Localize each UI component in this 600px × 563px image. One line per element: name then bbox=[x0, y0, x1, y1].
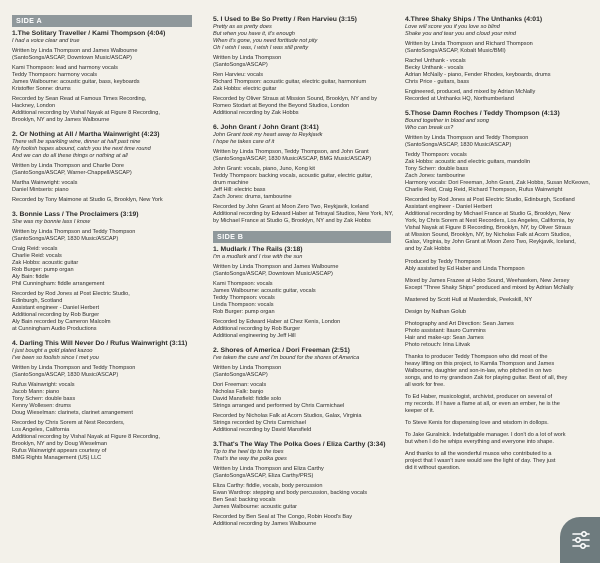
credit-block bbox=[12, 382, 192, 417]
credit-line: Written by Linda Thompson, Teddy Thompson, and John Grant bbox=[213, 149, 369, 155]
credit-line: Craig Reid: vocals bbox=[12, 246, 58, 252]
credit-line: Phil Cunningham: fiddle arrangement bbox=[12, 281, 105, 287]
credit-line: Doug Wieselman: clarinets, clarinet arrangement bbox=[12, 410, 133, 416]
credit-line: Recorded by Chris Sorem at Nest Recorders, bbox=[12, 420, 125, 426]
credit-line: Written by Linda Thompson and Richard Thompson bbox=[405, 41, 533, 47]
credit-line: Recorded by John Grant at Moon Zero Two, Reykjavik, Iceland bbox=[213, 204, 369, 210]
credit-line: Hair and make-up: Sean James bbox=[405, 335, 484, 341]
credit-block bbox=[213, 96, 391, 117]
credit-line: Teddy Thompson: backing vocals, acoustic guitar, electric guitar, bbox=[213, 173, 373, 179]
credit-line: To Jake Guralnick. Indefatigable manager. I don't do a lot of work bbox=[405, 432, 566, 438]
lyric-line: And we can do all these things or nothing at all bbox=[12, 153, 128, 159]
credit-line: Additional engineering by Jeff Hill bbox=[213, 333, 296, 339]
credit-line: Aly Bain recorded by Cameron Malcolm bbox=[12, 319, 111, 325]
lyric-line: That's the way the polka goes bbox=[213, 456, 287, 462]
credit-block bbox=[12, 96, 192, 124]
credit-line: project that I wasn't sure would see the light of day. They just bbox=[405, 458, 556, 464]
credit-line: Ren Harvieu: vocals bbox=[213, 72, 264, 78]
credit-line: James Walbourne: acoustic guitar, bass, keyboards bbox=[12, 79, 140, 85]
credit-block bbox=[213, 264, 391, 278]
credit-line: (SantoSongs/ASCAP, 1830 Music/ASCAP) bbox=[12, 236, 119, 242]
lyric-excerpt bbox=[12, 139, 192, 160]
credit-block bbox=[405, 197, 595, 253]
credit-line: Edinburgh, Scotland bbox=[12, 298, 63, 304]
credit-line: Written by Linda Thompson bbox=[213, 55, 282, 61]
credit-line: Thanks to producer Teddy Thompson who did most of the bbox=[405, 354, 548, 360]
credit-line: Recorded by Edward Haber at Chez Kenis, London bbox=[213, 319, 341, 325]
lyric-line: I hope he takes care of it bbox=[213, 139, 275, 145]
credit-line: Kristoffer Sonne: drums bbox=[12, 86, 71, 92]
lyric-excerpt bbox=[213, 24, 391, 52]
credit-line: Rufus Wainwright: vocals bbox=[12, 382, 75, 388]
track-entry bbox=[213, 346, 391, 434]
credit-paragraph bbox=[405, 259, 595, 273]
credit-line: Additional recording by Rob Burger bbox=[213, 326, 301, 332]
credit-block bbox=[12, 291, 192, 333]
credit-line: Zach Jones: tambourine bbox=[405, 173, 466, 179]
credit-block bbox=[12, 180, 192, 194]
credit-block bbox=[405, 41, 595, 55]
credit-line: (SantoSongs/ASCAP) bbox=[213, 62, 268, 68]
credit-line: Rachel Unthank - vocals bbox=[405, 58, 466, 64]
credit-line: Romeo Stodart at Beyond the Beyond Studios, London bbox=[213, 103, 350, 109]
credit-line: Nicholas Falk: banjo bbox=[213, 389, 264, 395]
lyric-excerpt bbox=[405, 118, 595, 132]
credit-line: Mixed by James Frazee at Hobo Sound, Weehawken, New Jersey bbox=[405, 278, 570, 284]
credit-line: Teddy Thompson: vocals bbox=[213, 295, 275, 301]
settings-button[interactable] bbox=[560, 517, 600, 563]
lyric-line: There will be sparkling wine, dinner at half past nine bbox=[12, 139, 141, 145]
credit-line: Ewan Wardrop: stepping and body percussion, backing vocals bbox=[213, 490, 368, 496]
track-title: 5.Those Damn Roches / Teddy Thompson (4:13) bbox=[405, 110, 560, 117]
credit-line: Written by Linda Thompson and Charlie Dore bbox=[12, 163, 125, 169]
credit-line: Vishal Nayak at Figure 8 Recording, Brooklyn, NY, by Oliver Straus bbox=[405, 225, 571, 231]
track-title: 5. I Used to Be So Pretty / Ren Harvieu (3:15) bbox=[213, 16, 357, 23]
credit-block bbox=[12, 197, 192, 204]
credit-line: Recorded by Nicholas Falk at Acorn Studios, Galax, Virginia bbox=[213, 413, 362, 419]
credit-line: Rob Burger: pump organ bbox=[12, 267, 74, 273]
credit-line: Recorded by Tony Maimone at Studio G, Brooklyn, New York bbox=[12, 197, 163, 203]
lyric-excerpt bbox=[213, 449, 391, 463]
credit-line: Tony Scherr: double bass bbox=[12, 396, 76, 402]
credit-line: Additional recording by Zak Hobbs bbox=[213, 110, 299, 116]
credit-line: Richard Thompson: acoustic guitar, electric guitar, harmonium bbox=[213, 79, 367, 85]
credit-block bbox=[213, 514, 391, 528]
credit-line: Strings recorded by Chris Carmichael bbox=[213, 420, 306, 426]
track-title: 2. Or Nothing at All / Martha Wainwright (4:23) bbox=[12, 131, 160, 138]
lyric-line: Tip to the heel tip to the toes bbox=[213, 449, 284, 455]
credit-line: Daniel Mintseris: piano bbox=[12, 187, 69, 193]
credit-block bbox=[12, 229, 192, 243]
credit-block bbox=[213, 149, 391, 163]
credit-line: Written by Linda Thompson and James Walbourne bbox=[12, 48, 138, 54]
credit-line: Chris Price - guitars, bass bbox=[405, 79, 470, 85]
credit-line: Written by Linda Thompson and Teddy Thompson bbox=[12, 365, 136, 371]
credit-line: Charlie Reid, Craig Reid, Richard Thompson, Rufus Wainwright bbox=[405, 187, 563, 193]
lyric-line: My foolish hopes abound, catch you the next time round bbox=[12, 146, 151, 152]
lyric-line: I just bought a gold plated kazoo bbox=[12, 348, 93, 354]
track-entry bbox=[213, 15, 391, 117]
credit-line: Mastered by Scott Hull at Masterdisk, Peekskill, NY bbox=[405, 297, 533, 303]
side-label: SIDE B bbox=[213, 231, 391, 243]
credit-line: by Michael France at Studio G, Brooklyn, NY and by Zak Hobbs bbox=[213, 218, 371, 224]
credit-block bbox=[12, 48, 192, 62]
credit-paragraph bbox=[405, 420, 595, 427]
credits-notes bbox=[405, 259, 595, 472]
credit-line: Zak Hobbs: electric guitar bbox=[213, 86, 277, 92]
credit-paragraph bbox=[405, 451, 595, 472]
credit-line: Recorded by Oliver Straus at Mission Sound, Brooklyn, NY and by bbox=[213, 96, 378, 102]
credit-line: Kenny Wollesen: drums bbox=[12, 403, 71, 409]
credit-block bbox=[12, 420, 192, 462]
lyric-excerpt bbox=[12, 219, 192, 226]
credit-line: Becky Unthank - vocals bbox=[405, 65, 464, 71]
track-title: 6. John Grant / John Grant (3:41) bbox=[213, 124, 319, 131]
lyric-excerpt bbox=[213, 355, 391, 362]
lyric-line: But when you have it, it's enough bbox=[213, 31, 295, 37]
column-2 bbox=[213, 15, 394, 534]
credit-line: James Walbourne: acoustic guitar, vocals bbox=[213, 288, 316, 294]
credit-paragraph bbox=[405, 309, 595, 316]
credit-block bbox=[213, 204, 394, 225]
credit-block bbox=[12, 246, 192, 288]
credit-paragraph bbox=[405, 321, 595, 349]
credit-line: Los Angeles, California bbox=[12, 427, 70, 433]
track-entry bbox=[12, 29, 192, 124]
credit-line: Additional recording by Rob Burger bbox=[12, 312, 100, 318]
column-3 bbox=[405, 15, 595, 478]
credit-block bbox=[213, 166, 391, 201]
credit-line: Additional recording by Vishal Nayak at Figure 8 Recording, bbox=[12, 434, 160, 440]
credit-line: and by Zak Hobbs bbox=[405, 246, 451, 252]
credit-line: Written by Linda Thompson and Teddy Thompson bbox=[12, 229, 136, 235]
credit-block bbox=[213, 365, 391, 379]
credit-block bbox=[213, 55, 391, 69]
credit-line: Zach Jones: drums, tambourine bbox=[213, 194, 292, 200]
lyric-line: Pretty as as pretty does bbox=[213, 24, 272, 30]
credit-line: York, by Chris Sorem at Nest Recorders, Los Angeles, California, by bbox=[405, 218, 574, 224]
credit-line: at Mission Sound, Brooklyn, NY, by Nicholas Falk at Acorn Studios, bbox=[405, 232, 571, 238]
credit-block bbox=[213, 281, 391, 316]
track-entry bbox=[213, 245, 391, 340]
lyric-line: Shake you and tear you and cloud your mind bbox=[405, 31, 517, 37]
credit-line: Jeff Hill: electric bass bbox=[213, 187, 266, 193]
credit-line: Brooklyn, NY and by Doug Wieselman bbox=[12, 441, 108, 447]
credit-line: Eliza Carthy: fiddle, vocals, body percussion bbox=[213, 483, 323, 489]
credit-line: Walbourne, daughter and son-in-law, who pitched in on two bbox=[405, 368, 552, 374]
credit-line: Strings arranged and performed by Chris Carmichael bbox=[213, 403, 345, 409]
lyric-line: Who can break us? bbox=[405, 125, 454, 131]
track-entry bbox=[12, 339, 192, 462]
column-1 bbox=[12, 15, 192, 468]
track-entry bbox=[405, 109, 595, 253]
lyric-excerpt bbox=[405, 24, 595, 38]
track-title: 3.That's The Way The Polka Goes / Eliza Carthy (3:34) bbox=[213, 441, 386, 448]
lyric-excerpt bbox=[213, 254, 391, 261]
credit-line: Photo retouch: Irina Litvak bbox=[405, 342, 470, 348]
credit-block bbox=[213, 382, 391, 410]
track-entry bbox=[12, 210, 192, 333]
side-label: SIDE A bbox=[12, 15, 192, 27]
credit-line: Assistant engineer - Daniel Herbert bbox=[12, 305, 100, 311]
credit-line: at Cunningham Audio Productions bbox=[12, 326, 97, 332]
credit-line: Produced by Teddy Thompson bbox=[405, 259, 481, 265]
credit-line: (SantoSongs/ASCAP, Downtown Music/ASCAP) bbox=[12, 55, 132, 61]
credit-line: Charlie Reid: vocals bbox=[12, 253, 62, 259]
credit-line: Hackney, London bbox=[12, 103, 56, 109]
track-title: 1.The Solitary Traveller / Kami Thompson (4:04) bbox=[12, 30, 166, 37]
credit-line: Teddy Thompson: harmony vocals bbox=[12, 72, 98, 78]
credit-line: drum machine bbox=[213, 180, 249, 186]
credit-line: Engineered, produced, and mixed by Adrian McNally bbox=[405, 89, 536, 95]
track-title: 1. Mudlark / The Rails (3:18) bbox=[213, 246, 303, 253]
credit-line: Galax, Virginia, by John Grant at Moon Zero Two, Reykjavik, Iceland, bbox=[405, 239, 576, 245]
credit-line: all work for free. bbox=[405, 382, 445, 388]
credit-line: Except "Three Shaky Ships" produced and mixed by Adrian McNally bbox=[405, 285, 574, 291]
lyric-line: When it's gone, you need fortitude not pity bbox=[213, 38, 318, 44]
credit-block bbox=[213, 466, 391, 480]
lyric-excerpt bbox=[213, 132, 391, 146]
credit-line: Written by Linda Thompson bbox=[213, 365, 282, 371]
credit-line: To Steve Kenis for dispensing love and wisdom in dollops. bbox=[405, 420, 549, 426]
credit-line: songs, and to my grandson Zak for playing guitar. Best of all, they bbox=[405, 375, 568, 381]
credit-line: (SantoSongs/ASCAP, 1830 Music/ASCAP) bbox=[12, 372, 119, 378]
credit-paragraph bbox=[405, 432, 595, 446]
credit-line: John Grant: vocals, piano, Juno, Kong kit bbox=[213, 166, 315, 172]
credit-line: Zak Hobbs: acoustic guitar bbox=[12, 260, 79, 266]
credit-line: (SantoSongs/ASCAP, Downtown Music/ASCAP) bbox=[213, 271, 333, 277]
credit-line: Brooklyn, NY and by James Walbourne bbox=[12, 117, 110, 123]
credit-line: Additional recording by Vishal Nayak at Figure 8 Recording, bbox=[12, 110, 160, 116]
credit-line: James Walbourne: acoustic guitar bbox=[213, 504, 298, 510]
credit-line: Recorded by Rod Jones at Post Electric Studio, bbox=[12, 291, 130, 297]
credit-block bbox=[405, 89, 595, 103]
credit-line: BMG Rights Management (US) LLC bbox=[12, 455, 102, 461]
credit-line: (SantoSongs/ASCAP, 1830 Music/ASCAP) bbox=[405, 142, 512, 148]
lyric-line: She was my bonnie lass I know bbox=[12, 219, 91, 225]
credit-line: Martha Wainwright: vocals bbox=[12, 180, 78, 186]
sliders-icon bbox=[571, 530, 591, 550]
credit-line: Adrian McNally - piano, Fender Rhodes, keyboards, drums bbox=[405, 72, 551, 78]
credit-paragraph bbox=[405, 394, 595, 415]
credit-line: Kami Thompson: vocals bbox=[213, 281, 273, 287]
credit-line: (SantoSongs/ASCAP, Kobalt Music/BMI) bbox=[405, 48, 506, 54]
lyric-line: I've been so foolish since I met you bbox=[12, 355, 99, 361]
credit-line: Written by Linda Thompson and Teddy Thompson bbox=[405, 135, 529, 141]
credit-line: (SantoSongs/ASCAP, Warner-Chappell/ASCAP) bbox=[12, 170, 132, 176]
lyric-line: I had a voice clear and true bbox=[12, 38, 80, 44]
credit-paragraph bbox=[405, 278, 595, 292]
track-title: 4. Darling This Will Never Do / Rufus Wainwright (3:11) bbox=[12, 340, 188, 347]
credit-line: Zak Hobbs: acoustic and electric guitars, mandolin bbox=[405, 159, 530, 165]
credit-paragraph bbox=[405, 297, 595, 304]
credit-line: David Mansfield: fiddle solo bbox=[213, 396, 282, 402]
lyric-line: Love will score you if you love so blind bbox=[405, 24, 500, 30]
track-title: 2. Shores of America / Dori Freeman (2:51) bbox=[213, 347, 350, 354]
credit-block bbox=[12, 163, 192, 177]
credit-block bbox=[213, 413, 391, 434]
lyric-line: Bound together in blood and song bbox=[405, 118, 489, 124]
credit-line: And thanks to all the wonderful musos who contributed to a bbox=[405, 451, 552, 457]
credit-line: Additional recording by Michael France at Studio G, Brooklyn, New bbox=[405, 211, 571, 217]
lyric-excerpt bbox=[12, 348, 192, 362]
credit-line: Ben Seal: backing vocals bbox=[213, 497, 276, 503]
credit-line: Photography and Art Direction: Sean James bbox=[405, 321, 514, 327]
track-entry bbox=[405, 15, 595, 103]
credit-block bbox=[12, 65, 192, 93]
credit-line: Written by Linda Thompson and Eliza Carthy bbox=[213, 466, 324, 472]
lyric-excerpt bbox=[12, 38, 192, 45]
credit-line: did it without question. bbox=[405, 465, 461, 471]
track-entry bbox=[213, 123, 394, 225]
credit-line: Dori Freeman: vocals bbox=[213, 382, 267, 388]
credit-line: Design by Nathan Golub bbox=[405, 309, 466, 315]
credit-line: but when I do he whips everything and everyone into shape. bbox=[405, 439, 554, 445]
credit-line: Teddy Thompson: vocals bbox=[405, 152, 467, 158]
credit-block bbox=[405, 152, 595, 194]
credit-line: Recorded by Rod Jones at Post Electric Studio, Edinburgh, Scotland bbox=[405, 197, 575, 203]
credit-line: Linda Thompson: vocals bbox=[213, 302, 274, 308]
credit-block bbox=[12, 365, 192, 379]
credit-line: (SantoSongs/ASCAP, 1830 Music/ASCAP, BMG Music/ASCAP) bbox=[213, 156, 372, 162]
lyric-line: John Grant took my heart away to Reykjavik bbox=[213, 132, 323, 138]
credit-line: Recorded at Unthanks HQ, Northumberland bbox=[405, 96, 514, 102]
credit-line: Recorded by Ben Seal at The Congo, Robin Hood's Bay bbox=[213, 514, 353, 520]
credit-block bbox=[405, 58, 595, 86]
credit-line: Ably assisted by Ed Haber and Linda Thompson bbox=[405, 266, 525, 272]
credit-line: Rufus Wainwright appears courtesy of bbox=[12, 448, 107, 454]
credit-block bbox=[213, 72, 391, 93]
credit-line: Additional recording by James Walbourne bbox=[213, 521, 317, 527]
credit-block bbox=[213, 319, 391, 340]
track-title: 3. Bonnie Lass / The Proclaimers (3:19) bbox=[12, 211, 139, 218]
credit-block bbox=[213, 483, 391, 511]
credit-line: Rob Burger: pump organ bbox=[213, 309, 275, 315]
credit-line: Assistant engineer - Daniel Herbert bbox=[405, 204, 493, 210]
track-entry bbox=[12, 130, 192, 204]
credit-block bbox=[405, 135, 595, 149]
credit-line: Tony Scherr: double bass bbox=[405, 166, 469, 172]
credit-line: Harmony vocals: Dori Freeman, John Grant, Zak Hobbs, Susan McKeown, bbox=[405, 180, 590, 186]
credit-line: Written by Linda Thompson and James Walbourne bbox=[213, 264, 339, 270]
credit-line: (SantoSongs/ASCAP, Eliza Carthy/PRS) bbox=[213, 473, 314, 479]
track-entry bbox=[213, 440, 391, 528]
credit-line: To Ed Haber, musicologist, archivist, producer on several of bbox=[405, 394, 553, 400]
credit-line: heavy lifting on this project, to Kamila Thompson and James bbox=[405, 361, 555, 367]
credit-line: my records. If I have a flame at all, or even an ember, he is the bbox=[405, 401, 560, 407]
track-title: 4.Three Shaky Ships / The Unthanks (4:01) bbox=[405, 16, 543, 23]
credit-line: Photo assistant: Itauro Cummins bbox=[405, 328, 486, 334]
lyric-line: I've taken the cure and I'm bound for the shores of America bbox=[213, 355, 360, 361]
credit-line: Kami Thompson: lead and harmony vocals bbox=[12, 65, 118, 71]
credit-line: Jacob Mann: piano bbox=[12, 389, 60, 395]
credit-paragraph bbox=[405, 354, 595, 389]
credit-line: keeper of it. bbox=[405, 408, 435, 414]
credit-line: Aly Bain: fiddle bbox=[12, 274, 50, 280]
credit-line: Additional recording by David Mansfield bbox=[213, 427, 312, 433]
lyric-line: I'm a mudlark and I rise with the sun bbox=[213, 254, 303, 260]
lyric-line: Oh I wish I was, I wish I was still pretty bbox=[213, 45, 309, 51]
credit-line: (SantoSongs/ASCAP) bbox=[213, 372, 268, 378]
credit-line: Additional recording by Edward Haber at Tetrayal Studios, New York, NY, bbox=[213, 211, 394, 217]
credit-line: Recorded by Sean Read at Famous Times Recording, bbox=[12, 96, 147, 102]
